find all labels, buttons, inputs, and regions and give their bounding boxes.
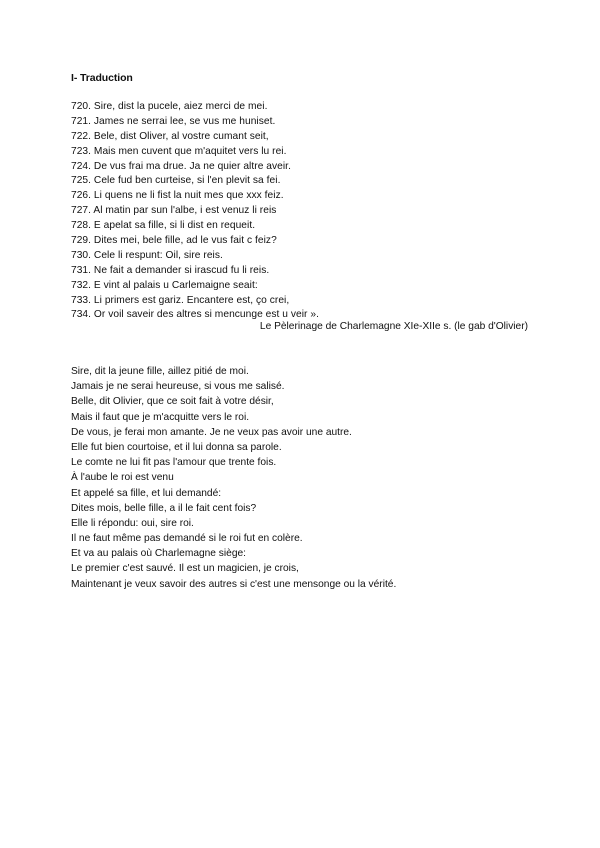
translation-line: Belle, dit Olivier, que ce soit fait à votre désir, — [71, 396, 274, 408]
translation-line: Et appelé sa fille, et lui demandé: — [71, 487, 222, 499]
translation-line: Jamais je ne serai heureuse, si vous me salisé. — [71, 381, 285, 393]
verse-line: 728. E apelat sa fille, si li dist en requeit. — [71, 220, 256, 232]
verse-line: 725. Cele fud ben curteise, si l'en plevit sa fei. — [71, 175, 281, 187]
translation-line: Dites mois, belle fille, a il le fait cent fois? — [71, 502, 257, 514]
translation-line: Mais il faut que je m'acquitte vers le roi. — [71, 411, 250, 423]
verse-line: 729. Dites mei, bele fille, ad le vus fait c feiz? — [71, 235, 277, 247]
verse-line: 723. Mais men cuvent que m'aquitet vers lu rei. — [71, 145, 287, 157]
translation-line: Sire, dit la jeune fille, aillez pitié de moi. — [71, 366, 249, 377]
translation-line: Le comte ne lui fit pas l'amour que trente fois. — [71, 457, 277, 469]
translation-line: De vous, je ferai mon amante. Je ne veux pas avoir une autre. — [71, 426, 352, 438]
old-french-verse-block — [71, 100, 541, 323]
verse-line: 722. Bele, dist Oliver, al vostre cumant seit, — [71, 130, 269, 142]
verse-line: 732. E vint al palais u Carlemaigne seait: — [71, 279, 258, 291]
verse-line: 720. Sire, dist la pucele, aiez merci de mei. — [71, 101, 268, 112]
section-heading: I- Traduction — [71, 72, 133, 84]
translation-line: Le premier c'est sauvé. Il est un magicien, je crois, — [71, 563, 299, 575]
verse-line: 733. Li primers est gariz. Encantere est, ço crei, — [71, 294, 290, 306]
translation-line: Il ne faut même pas demandé si le roi fut en colère. — [71, 533, 303, 545]
translation-line: Maintenant je veux savoir des autres si c'est une mensonge ou la vérité. — [71, 578, 397, 590]
verse-line: 726. Li quens ne li fist la nuit mes que xxx feiz. — [71, 190, 284, 202]
translation-line: À l'aube le roi est venu — [71, 472, 174, 484]
source-citation: Le Pèlerinage de Charlemagne XIe-XIIe s. (le gab d'Olivier) — [259, 321, 528, 332]
translation-block — [71, 364, 541, 592]
verse-line: 730. Cele li respunt: Oil, sire reis. — [71, 249, 223, 261]
verse-line: 721. James ne serrai lee, se vus me huniset. — [71, 115, 276, 127]
verse-line: 734. Or voil saveir des altres si mencunge est u veir ». — [71, 309, 319, 321]
translation-line: Elle li répondu: oui, sire roi. — [71, 517, 194, 529]
verse-line: 731. Ne fait a demander si irascud fu li reis. — [71, 264, 270, 276]
translation-line: Elle fut bien courtoise, et il lui donna sa parole. — [71, 441, 282, 453]
translation-line: Et va au palais où Charlemagne siège: — [71, 548, 246, 560]
verse-line: 727. Al matin par sun l'albe, i est venuz li reis — [71, 205, 277, 217]
verse-line: 724. De vus frai ma drue. Ja ne quier altre aveir. — [71, 160, 291, 172]
